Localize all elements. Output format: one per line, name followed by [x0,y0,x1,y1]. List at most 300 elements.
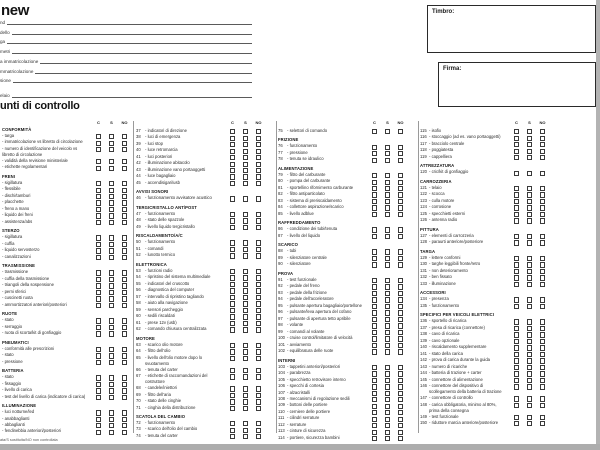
item-label: - condizione dei tubi/tenuta [287,226,368,232]
checkbox-s [243,406,248,411]
checkbox-no-cell [394,128,407,134]
item-number: 63 [136,341,141,347]
checkbox-group [510,402,549,408]
checkbox-c-cell [226,195,239,201]
checkbox-group [226,326,265,332]
checkbox-group [368,233,407,239]
checkbox-no [256,253,261,258]
checkbox-no-cell [394,156,407,162]
item-label: - luce bagagliaio [145,173,226,179]
scan-background-bottom [0,444,600,450]
item-label: - serrature [287,422,368,428]
item-label: - sportello di ricarica [429,318,510,324]
checklist-section [136,189,265,201]
checklist-item [420,239,549,245]
checkbox-no-cell [536,281,549,287]
section-title: PNEUMATICI [2,339,29,345]
item-label: - riduttore marcia anteriore/posteriore [429,420,510,426]
checkbox-c [372,212,377,217]
checkbox-no-cell [118,254,131,260]
checkbox-no-cell [118,394,131,400]
checkbox-s [243,374,248,379]
item-label: - antenna radio [429,217,510,223]
item-label: - parabrezza [287,370,368,376]
checkbox-c-cell [510,169,523,175]
checkbox-no-cell [536,420,549,426]
checklist-section [136,336,265,411]
checkbox-s-cell [239,405,252,411]
checkbox-c [230,327,235,332]
checkbox-group [510,420,549,426]
brand-logo: new [1,2,29,19]
section-title: FRIZIONE [278,137,299,143]
section-title: PITTURA [420,226,439,232]
checkbox-s-cell [105,219,118,225]
item-label: - telaio [429,185,510,191]
item-number: 51 [136,245,141,251]
check-state-header [420,120,549,127]
checkbox-no [398,158,403,163]
item-label: - stato delle spazzole [145,217,226,223]
checklist-item [278,211,407,217]
checklist-item [2,428,131,434]
checkbox-c-cell [368,348,381,354]
item-label: - connettore di alimentazione [429,377,510,383]
item-number: 136 [420,318,427,324]
item-label: - scarico olio motore [145,342,226,348]
checklist-item [2,330,131,336]
item-number: 57 [136,293,141,299]
item-label: - stato [2,374,92,380]
item-number: 77 [278,149,283,155]
checkbox-group [510,303,549,309]
item-label: - cric/kit di gonfiaggio [429,169,510,175]
item-label: - assistenza/abs [2,219,92,225]
item-number: 79 [278,171,283,177]
item-number: 38 [136,134,141,140]
item-number: 119 [420,153,427,159]
checkbox-c-cell [92,164,105,170]
item-label: - comandi [145,246,226,252]
field-line [40,63,252,64]
item-label: - funzionamento [145,239,226,245]
checkbox-group [226,373,265,379]
checkbox-c-cell [226,433,239,439]
item-label: - canalizzazioni [2,254,92,260]
field-label: ga [0,39,6,44]
checklist-item [136,433,265,439]
check-state-label: NO [255,120,262,125]
checkbox-no [256,406,261,411]
item-label: - dischi/tamburi [2,193,92,199]
checkbox-c-cell [92,359,105,365]
header-field [0,68,252,74]
checkbox-c-cell [226,373,239,379]
checkbox-c-cell [226,405,239,411]
checkbox-s-cell [381,128,394,134]
item-number: 80 [278,178,283,184]
header-field [0,58,252,64]
item-number: 37 [136,128,141,133]
checkbox-s-cell [523,402,536,408]
item-number: 128 [420,239,427,245]
item-label: - stato delle cinghie [145,398,226,404]
checklist-section [420,290,549,309]
checkbox-s-cell [523,169,536,175]
item-label: - triangoli della sospensione [2,282,92,288]
item-number: 127 [420,232,427,238]
item-label: - cuscinetti ruota [2,295,92,301]
checkbox-c [514,421,519,426]
item-label: - diagnostica del computer [145,287,226,293]
field-label: sione [0,78,11,83]
check-state-label: C [373,120,376,125]
item-label: - etichette di raccomandazioni del costruttore [145,373,226,385]
item-number: 111 [278,415,285,421]
stamp-box [427,5,596,53]
item-number: 58 [136,300,141,306]
signature-box [438,62,596,107]
checkbox-s [109,147,114,152]
item-number: 122 [420,191,427,197]
checkbox-s-cell [105,164,118,170]
checkbox-group [92,302,131,308]
checkbox-c-cell [92,254,105,260]
item-number: 39 [136,140,141,146]
item-label: - pulsante di apertura tetto apribile [287,316,368,322]
checkbox-c [230,406,235,411]
checkbox-s-cell [105,330,118,336]
item-number: 126 [420,217,427,223]
item-label: - numero di ricariche [429,364,510,370]
checkbox-no-cell [252,355,265,361]
item-label: - comandi al volante [287,329,368,335]
item-label: - livello del liquido [287,233,368,239]
checkbox-s-cell [381,261,394,267]
checkbox-no-cell [118,146,131,152]
checkbox-c-cell [92,146,105,152]
checkbox-c [230,196,235,201]
section-title: AVVISI SONORI [136,189,169,195]
item-label: - test funzionale [429,414,510,420]
checkbox-c-cell [92,330,105,336]
section-title: FRENI [2,173,16,179]
checklist-item [2,164,131,170]
checkbox-no [122,220,127,225]
item-label: - stato [2,352,92,358]
item-label: - riscaldamento supplementare [429,344,510,350]
checklist-column [278,120,407,441]
checklist-item [420,402,549,414]
item-number: 107 [278,389,285,395]
item-label: - silenziatore centrale [287,255,368,261]
checklist-item [2,302,131,308]
item-label: - test funzionale [287,277,368,283]
item-label: - sportellino rifornimento carburante [287,185,368,191]
item-label: - freno a mano [2,206,92,212]
checkbox-c [96,166,101,171]
item-number: 143 [420,363,427,369]
checkbox-no-cell [252,433,265,439]
checkbox-no-cell [252,224,265,230]
checkbox-s-cell [105,359,118,365]
checklist-section [278,166,407,217]
checkbox-group [510,239,549,245]
check-state-header [278,120,407,127]
item-number: 142 [420,357,427,363]
checkbox-no-cell [118,428,131,434]
checkbox-group [226,355,265,361]
checkbox-no [540,403,545,408]
checkbox-c [96,430,101,435]
item-label: - anabbaglianti [2,416,92,422]
item-label: - culla motore [429,198,510,204]
checkbox-c-cell [510,281,523,287]
item-label: - liquido servosterzo [2,247,92,253]
checkbox-c [96,331,101,336]
checkbox-no [122,166,127,171]
item-number: 40 [136,147,141,153]
item-label: - trasmissione [2,269,92,275]
checklist-item [2,359,131,365]
checkbox-s-cell [381,348,394,354]
checkbox-s [385,262,390,267]
section-title: RUOTE [2,311,18,317]
item-label: - pulsante/leva apertura del cofano [287,309,368,315]
checkbox-c-cell [510,239,523,245]
checkbox-c-cell [510,217,523,223]
item-label: - funzionamento avvisatore acustico [145,195,226,201]
checkbox-no [540,155,545,160]
checkbox-group [368,128,407,134]
checkbox-s-cell [381,156,394,162]
checkbox-no [398,212,403,217]
item-label: - livello di carica [2,387,92,393]
checkbox-s [385,234,390,239]
item-label: - cerniere delle portiere [287,409,368,415]
checkbox-group [510,169,549,175]
signature-box-label: Firma: [443,66,462,72]
checkbox-s-cell [523,239,536,245]
checklist-section [136,414,265,439]
check-state-label: NO [539,120,546,125]
checklist-item [2,254,131,260]
checklist-section [278,137,407,162]
checkbox-c-cell [92,219,105,225]
item-label: - scarico dell'olio del cambio [145,426,226,432]
item-number: 81 [278,184,283,190]
item-number: 113 [278,428,285,434]
checklist-item [136,373,265,385]
checkbox-no [540,240,545,245]
stamp-box-label: Timbro: [432,9,455,15]
check-state-label: S [110,120,113,125]
checkbox-c-cell [226,326,239,332]
checklist-section [136,205,265,230]
checkbox-s [243,225,248,230]
check-state-header [136,120,265,127]
checkbox-c-cell [510,303,523,309]
item-number: 124 [420,204,427,210]
item-label: - cavo di ricarica [429,331,510,337]
checklist-section [2,311,131,336]
item-label: - lettere conformi [429,255,510,261]
item-number: 88 [278,248,283,254]
checkbox-s-cell [105,394,118,400]
checkbox-no-cell [118,219,131,225]
checkbox-s [243,434,248,439]
checkbox-no [122,395,127,400]
header-field [0,77,252,83]
checkbox-no [540,171,545,176]
item-number: 101 [278,341,285,347]
checkbox-no-cell [536,383,549,389]
item-label: - pedale del freno [287,283,368,289]
checkbox-c [372,349,377,354]
item-number: 89 [278,254,283,260]
checkbox-no [256,374,261,379]
checkbox-s-cell [381,435,394,441]
item-label: - connettore di controllo [429,395,510,401]
item-label: - alzacristalli [287,390,368,396]
checkbox-s [385,129,390,134]
item-label: - etichette regolamentari [2,164,92,170]
checklist-section [2,174,131,225]
item-number: 120 [420,169,427,175]
checkbox-c [372,158,377,163]
checkbox-no [540,421,545,426]
checklist-section [420,312,549,426]
item-number: 78 [278,156,283,162]
item-label: - stato [2,317,92,323]
item-label: - candele/iniettori [145,385,226,391]
checkbox-no [256,181,261,186]
checkbox-s-cell [381,211,394,217]
checkbox-no-cell [252,252,265,258]
checkbox-c [96,360,101,365]
checklist-item [278,348,407,354]
checklist-item [136,195,265,201]
item-label: - funzionamento [145,420,226,426]
item-label: - ben fissato [429,274,510,280]
item-label: - prese 12v (usb) [145,320,226,326]
checkbox-s-cell [523,281,536,287]
checkbox-group [226,224,265,230]
checkbox-no-cell [252,195,265,201]
item-number: 131 [420,267,427,273]
checklist-item [136,180,265,186]
checkbox-no-cell [118,359,131,365]
checklist-item [278,156,407,162]
checkbox-c [514,304,519,309]
checkbox-c [96,395,101,400]
item-number: 59 [136,306,141,312]
item-number: 139 [420,337,427,343]
checklist-item [136,326,265,332]
checklist-section [2,263,131,308]
item-label: - funzioni radio [145,268,226,274]
check-state-label: NO [397,120,404,125]
checklist-item [420,281,549,287]
checkbox-s-cell [105,254,118,260]
item-label: - immatricolazione vs libretto di circolazione [2,139,92,145]
section-title: SCATOLA DEL CAMBIO [136,413,186,419]
checkbox-s-cell [239,355,252,361]
item-number: 121 [420,184,427,190]
checkbox-c-cell [368,435,381,441]
item-label: - corrosione [429,204,510,210]
checkbox-c-cell [368,128,381,134]
field-label: a immatricolazione [0,59,39,64]
checkbox-s-cell [523,154,536,160]
checkbox-c [96,303,101,308]
checkbox-c [514,282,519,287]
checklist-section [278,220,407,239]
item-number: 108 [278,395,285,401]
checklist-column [136,120,265,439]
item-number: 66 [136,366,141,372]
checklist-item [278,128,407,134]
checkbox-s-cell [239,224,252,230]
checkbox-no [256,196,261,201]
item-number: 82 [278,191,283,197]
checkbox-no-cell [536,217,549,223]
item-label: - luci notturne/led [2,409,92,415]
checkbox-c-cell [510,154,523,160]
item-label: - paraurti anteriore/posteriore [429,239,510,245]
checkbox-no [122,303,127,308]
item-label: - equilibratura delle ruote [287,348,368,354]
item-number: 92 [278,283,283,289]
item-label: - intervallo di ripristino tagliando [145,294,226,300]
checkbox-no [540,218,545,223]
checkbox-no [398,262,403,267]
item-number: 103 [278,363,285,369]
checkbox-s [109,430,114,435]
checkbox-no [398,234,403,239]
item-label: - funzionamento [429,303,510,309]
item-label: - luci stop [145,141,226,147]
checkbox-no-cell [394,261,407,267]
item-number: 105 [278,376,285,382]
section-title: CONFORMITÀ [2,127,32,132]
item-label: - sedili riscaldati [145,313,226,319]
checklist-column [2,120,131,435]
item-label: - cinghia della distribuzione [145,405,226,411]
checkbox-no-cell [394,348,407,354]
checkbox-c [372,262,377,267]
checkbox-group [92,330,131,336]
item-label: - cuffia [2,241,92,247]
item-label: - numero di identificazione del veicolo vs libretto di circolazione [2,146,92,158]
item-number: 123 [420,197,427,203]
checkbox-s [527,403,532,408]
checklist-item [2,219,131,225]
checkbox-s [527,282,532,287]
checkbox-c-cell [510,402,523,408]
checkbox-s-cell [105,302,118,308]
section-title: SCARICO [278,242,299,248]
item-number: 147 [420,395,427,401]
item-label: - test del livello di carica (indicatore di carica) [2,394,92,400]
checkbox-s [109,255,114,260]
field-line [12,34,252,35]
item-number: 97 [278,315,283,321]
item-label: - abbaglianti [2,422,92,428]
item-label: - connettore del dispositivo di scollegamento della batteria di trazione [429,383,510,395]
item-number: 135 [420,302,427,308]
checkbox-s-cell [105,146,118,152]
